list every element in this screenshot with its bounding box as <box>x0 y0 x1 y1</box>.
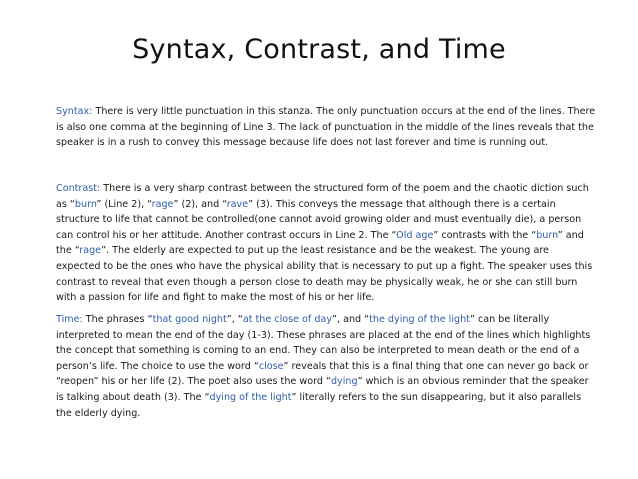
time-text-segment: The phrases “ <box>82 314 153 325</box>
quote-the-dying-of-the-light: the dying of the light <box>369 314 470 325</box>
time-text-segment: ”, “ <box>226 314 243 325</box>
contrast-text-segment: ”. The elderly are expected to put up the least resistance and be the weakest. The young are expected to be the ones who have the physical ability that is necessary to put up a fight. The speaker uses this contrast to reveal that even though a person close to death may be physically weak, he or she can still burn with a passion for life and fight to make the most of his or her life. <box>56 245 593 304</box>
quote-rage-2: rage <box>79 245 102 257</box>
quote-that-good-night: that good night <box>152 314 227 325</box>
quote-rage: rage <box>151 198 174 210</box>
time-text-segment: ” literally refers to the sun disappearing, but it also parallels the elderly dying. <box>56 391 582 419</box>
contrast-text-segment: ” (3). This conveys the message that although there is a certain structure to life that cannot be controlled(one cannot avoid growing older and must eventually die), a person can control his or her attitude. Another contrast occurs in Line 2. The “ <box>56 198 582 241</box>
time-paragraph <box>56 312 596 421</box>
quote-burn-2: burn <box>536 229 558 241</box>
syntax-paragraph <box>56 104 596 151</box>
syntax-text: There is very little punctuation in this stanza. The only punctuation occurs at the end of the lines. There is also one comma at the beginning of Line 3. The lack of punctuation in the middle of the lines reveals that the speaker is in a rush to convey this message because life does not last forever and time is running out. <box>56 106 596 149</box>
slide-title: Syntax, Contrast, and Time <box>132 34 506 65</box>
contrast-text-segment: ” (Line 2), “ <box>96 198 152 210</box>
contrast-text-segment: ” (2), and “ <box>173 198 227 210</box>
syntax-label: Syntax: <box>56 106 93 117</box>
time-label: Time: <box>56 314 83 325</box>
contrast-text-segment: There is a very sharp contrast between the structured form of the poem and the chaotic diction such as “ <box>56 183 589 210</box>
time-text-segment: ” which is an obvious reminder that the speaker is talking about death (3). The “ <box>56 376 589 403</box>
quote-old-age: Old age <box>396 229 434 241</box>
quote-at-the-close-of-day: at the close of day <box>242 314 332 325</box>
time-text-segment: ” can be literally interpreted to mean the end of the day (1-3). These phrases are placed at the end of the lines which highlights the concept that something is coming to an end. They can also be interpreted to mean death or the end of a person’s life. The choice to use the word “ <box>56 314 591 372</box>
contrast-text-segment: ” contrasts with the “ <box>433 229 537 241</box>
quote-burn: burn <box>74 198 97 210</box>
quote-rave: rave <box>226 198 249 210</box>
time-text-segment: ” reveals that this is a final thing that one can never go back or “reopen” his or her life (2). The poet also uses the word “ <box>56 360 589 388</box>
quote-dying-of-the-light: dying of the light <box>209 391 292 403</box>
quote-dying: dying <box>330 376 358 388</box>
contrast-paragraph <box>56 181 596 306</box>
quote-close: close <box>258 360 284 372</box>
contrast-text-segment: ” and the “ <box>56 229 584 257</box>
time-text-segment: ”, and “ <box>332 314 370 325</box>
contrast-label: Contrast: <box>56 183 101 194</box>
